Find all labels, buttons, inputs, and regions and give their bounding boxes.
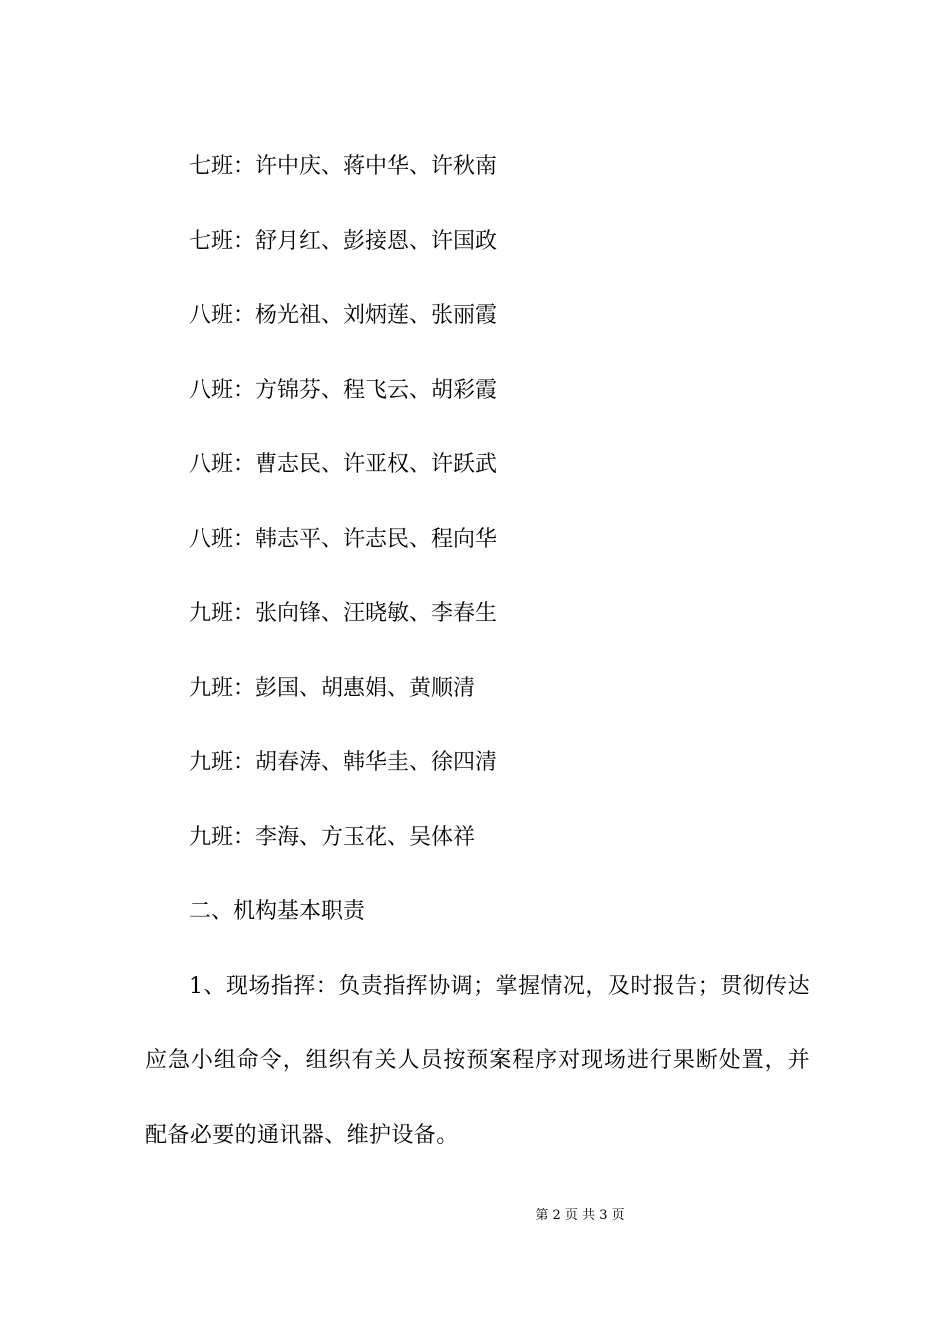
duty-paragraph: 1、现场指挥：负责指挥协调；掌握情况，及时报告；贯彻传达应急小组命令，组织有关人员按预案程序对现场进行果断处置，并配备必要的通讯器、维护设备。	[145, 973, 810, 1148]
roster-line-2: 七班：舒月红、彭接恩、许国政	[189, 228, 498, 254]
roster-line-6: 八班：韩志平、许志民、程向华	[189, 526, 498, 552]
page-footer	[0, 1206, 950, 1226]
roster-line-10: 九班：李海、方玉花、吴体祥	[189, 824, 476, 850]
section-heading: 二、机构基本职责	[189, 899, 366, 924]
roster-line-4: 八班：方锦芬、程飞云、胡彩霞	[189, 377, 498, 403]
roster-line-8: 九班：彭国、胡惠娟、黄顺清	[189, 675, 476, 701]
document-body	[145, 130, 810, 1173]
roster-line-1: 七班：许中庆、蒋中华、许秋南	[189, 154, 498, 179]
roster-line-7: 九班：张向锋、汪晓敏、李春生	[189, 601, 498, 626]
roster-line-5: 八班：曹志民、许亚权、许跃武	[189, 452, 498, 477]
page-number: 第 2 页 共 3 页	[535, 1208, 625, 1223]
roster-line-3: 八班：杨光祖、刘炳莲、张丽霞	[189, 303, 498, 328]
roster-line-9: 九班：胡春涛、韩华圭、徐四清	[189, 750, 498, 775]
